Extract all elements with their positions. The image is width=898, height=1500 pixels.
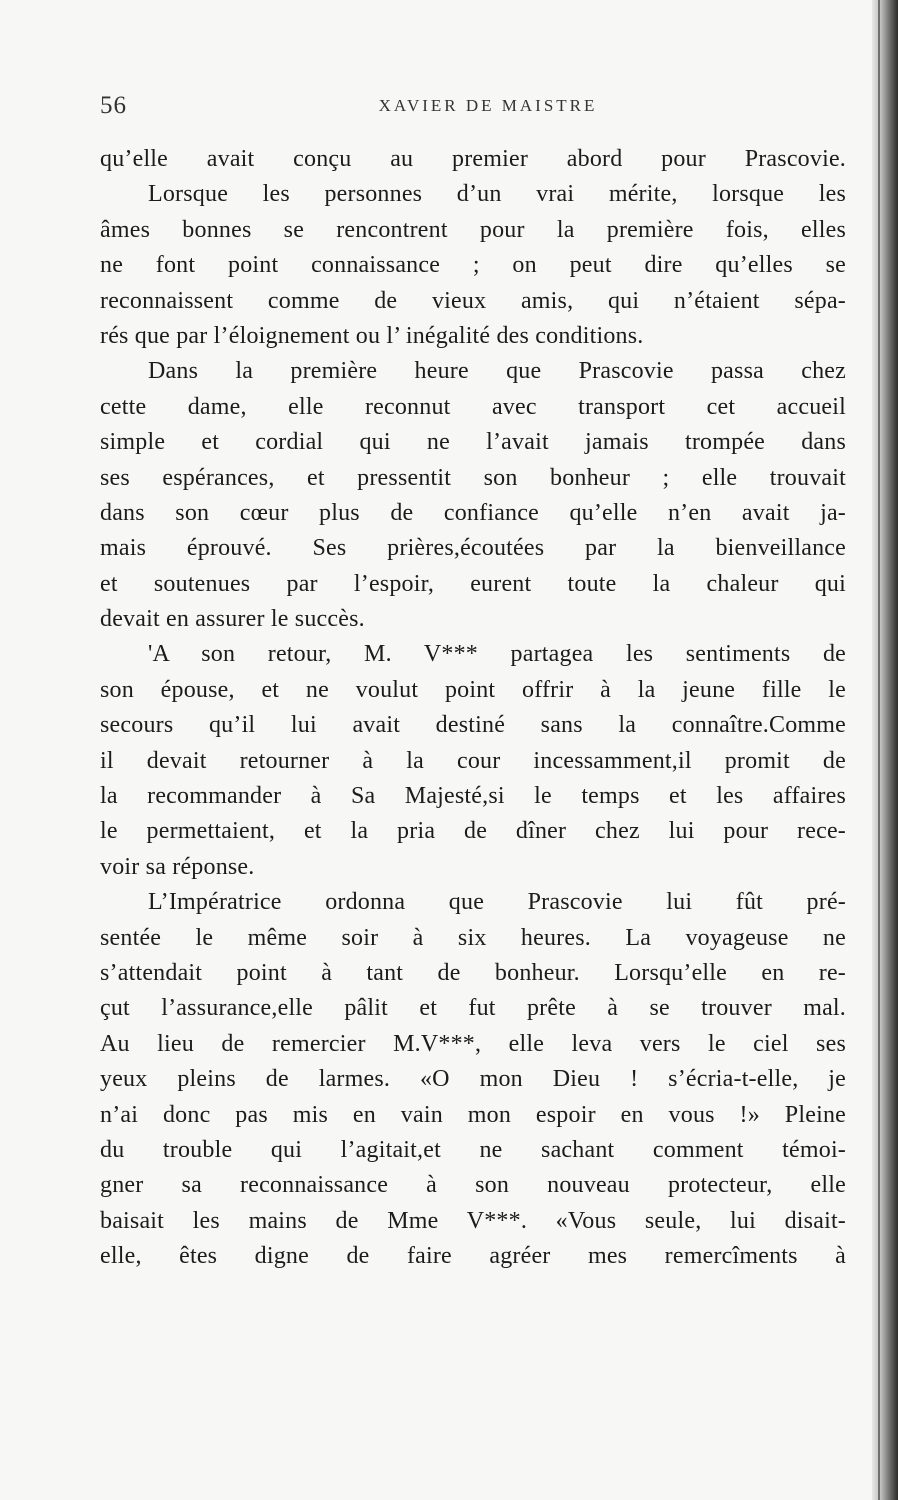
text-line: âmes bonnes se rencontrent pour la première fois, elles — [100, 216, 846, 243]
running-head: XAVIER DE MAISTRE — [378, 96, 598, 115]
text-line: Lorsque les personnes d’un vrai mérite, lorsque les — [148, 181, 846, 208]
text-line: simple et cordial qui ne l’avait jamais trompée dans — [100, 429, 846, 456]
page-binding-edge — [872, 0, 898, 1500]
text-line: ses espérances, et pressentit son bonheur ; elle trouvait — [100, 464, 846, 491]
text-line: gner sa reconnaissance à son nouveau protecteur, elle — [100, 1172, 846, 1199]
text-line: dans son cœur plus de confiance qu’elle n’en avait ja- — [100, 499, 846, 526]
text-line: et soutenues par l’espoir, eurent toute la chaleur qui — [100, 570, 846, 597]
text-line: s’attendait point à tant de bonheur. Lorsqu’elle en re- — [100, 959, 846, 986]
text-line: n’ai donc pas mis en vain mon espoir en vous !» Pleine — [100, 1101, 846, 1128]
text-line: sentée le même soir à six heures. La voyageuse ne — [100, 924, 846, 951]
text-line: L’Impératrice ordonna que Prascovie lui fût pré- — [148, 889, 846, 916]
body-text — [100, 142, 846, 1275]
text-line: Dans la première heure que Prascovie passa chez — [148, 358, 846, 385]
text-line: rés que par l’éloignement ou l’ inégalité des conditions. — [100, 322, 644, 349]
text-line: son épouse, et ne voulut point offrir à la jeune fille le — [100, 676, 846, 703]
text-line: ne font point connaissance ; on peut dire qu’elles se — [100, 252, 846, 279]
text-line: baisait les mains de Mme V***. «Vous seule, lui disait- — [100, 1207, 846, 1234]
text-line: elle, êtes digne de faire agréer mes remercîments à — [100, 1243, 846, 1270]
page-binding-shadow — [878, 0, 880, 1500]
text-line: qu’elle avait conçu au premier abord pour Prascovie. — [100, 146, 846, 172]
text-line: cette dame, elle reconnut avec transport cet accueil — [100, 393, 846, 420]
text-line: çut l’assurance,elle pâlit et fut prête à se trouver mal. — [100, 995, 846, 1022]
text-line: le permettaient, et la pria de dîner chez lui pour rece- — [100, 818, 846, 845]
text-line: la recommander à Sa Majesté,si le temps et les affaires — [100, 783, 846, 810]
text-line: 'A son retour, M. V*** partagea les sentiments de — [148, 641, 846, 668]
text-line: voir sa réponse. — [100, 853, 255, 880]
text-line: Au lieu de remercier M.V***, elle leva vers le ciel ses — [100, 1030, 846, 1057]
text-line: devait en assurer le succès. — [100, 606, 365, 633]
page-header — [100, 92, 846, 120]
text-line: secours qu’il lui avait destiné sans la connaître.Comme — [100, 712, 846, 739]
text-line: il devait retourner à la cour incessamment,il promit de — [100, 747, 846, 774]
page-number: 56 — [100, 92, 127, 119]
text-line: yeux pleins de larmes. «O mon Dieu ! s’écria-t-elle, je — [100, 1066, 846, 1093]
text-line: mais éprouvé. Ses prières,écoutées par la bienveillance — [100, 535, 846, 562]
text-line: reconnaissent comme de vieux amis, qui n’étaient sépa- — [100, 287, 846, 314]
text-line: du trouble qui l’agitait,et ne sachant comment témoi- — [100, 1136, 846, 1163]
